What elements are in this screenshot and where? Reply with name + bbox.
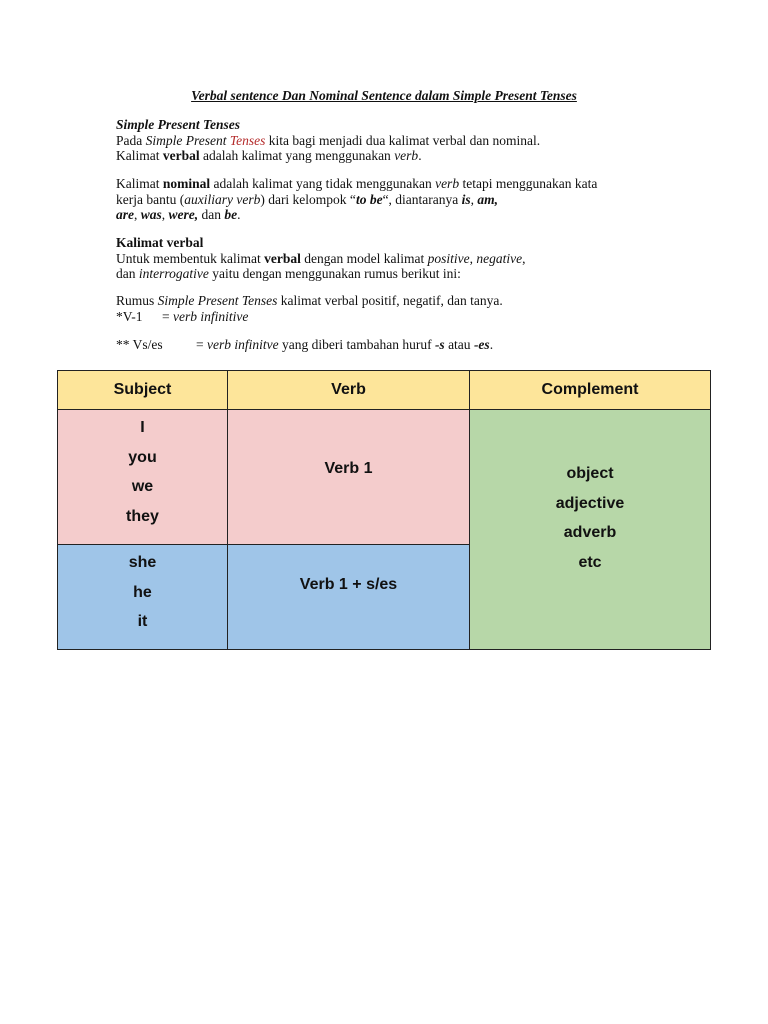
vses-paragraph (116, 337, 676, 353)
complement-etc: etc (578, 554, 602, 572)
formula-line-2: *V-1 = verb infinitive (116, 308, 249, 324)
header-verb: Verb (227, 371, 469, 409)
intro-heading: Simple Present Tenses (116, 117, 241, 132)
nominal-line-1: Kalimat nominal adalah kalimat yang tidak menggunakan verb tetapi menggunakan kata (116, 176, 598, 191)
header-complement: Complement (469, 371, 710, 409)
intro-paragraph (116, 117, 676, 164)
formula-paragraph (116, 293, 676, 324)
plural-subjects-cell (58, 409, 227, 544)
singular-subjects-cell (58, 544, 227, 649)
verbal-heading: Kalimat verbal (116, 235, 204, 250)
complement-object: object (566, 465, 614, 482)
page-title: Verbal sentence Dan Nominal Sentence dalam Simple Present Tenses (191, 88, 577, 103)
verbal-line-1: Untuk membentuk kalimat verbal dengan model kalimat positive, negative, (116, 250, 526, 266)
verb-plural-cell (227, 409, 469, 544)
simple-present-table (57, 370, 711, 650)
subject-she: she (128, 554, 157, 571)
singular-subjects-list (58, 548, 227, 637)
subject-i: I (140, 419, 145, 436)
nominal-line-2: kerja bantu (auxiliary verb) dari kelompok “to be“, diantaranya is, am, (116, 191, 499, 207)
subject-you: you (128, 448, 157, 466)
plural-subjects-list (58, 413, 227, 532)
verbal-paragraph (116, 235, 676, 282)
subject-it: it (137, 613, 148, 631)
verb-singular: Verb 1 + s/es (299, 576, 398, 593)
nominal-paragraph (116, 176, 676, 223)
complement-cell (469, 409, 710, 649)
subject-he: he (133, 583, 152, 601)
complement-adverb: adverb (563, 524, 617, 542)
intro-line-1: Pada Simple Present Tenses kita bagi menjadi dua kalimat verbal dan nominal. (116, 132, 541, 148)
intro-line-2: Kalimat verbal adalah kalimat yang menggunakan verb. (116, 148, 422, 163)
subject-we: we (131, 478, 154, 496)
verb-singular-cell (227, 544, 469, 649)
complement-adjective: adjective (555, 494, 625, 512)
complement-list (470, 459, 710, 578)
verb-plural: Verb 1 (324, 460, 373, 477)
subject-they: they (126, 508, 159, 526)
header-subject: Subject (58, 371, 227, 409)
verbal-line-2: dan interrogative yaitu dengan menggunakan rumus berikut ini: (116, 266, 461, 281)
nominal-line-3: are, was, were, dan be. (116, 207, 241, 222)
formula-line-1: Rumus Simple Present Tenses kalimat verbal positif, negatif, dan tanya. (116, 293, 503, 308)
vses-line: ** Vs/es = verb infinitve yang diberi tambahan huruf -s atau -es. (116, 337, 494, 352)
